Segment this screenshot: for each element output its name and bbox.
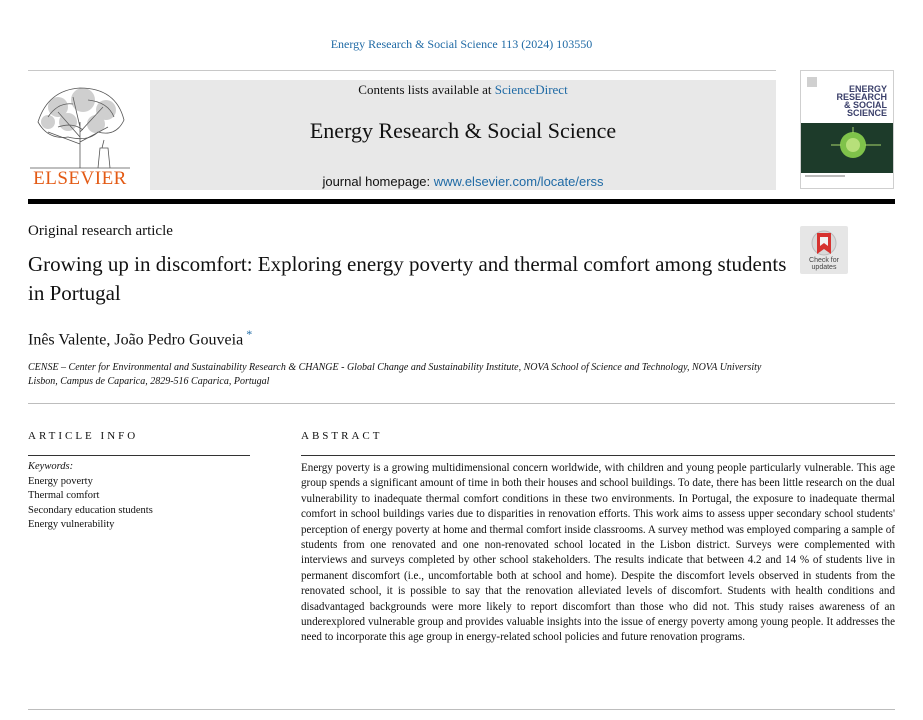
article-title: Growing up in discomfort: Exploring energy poverty and thermal comfort among students in Portugal — [28, 252, 787, 305]
journal-cover[interactable] — [800, 70, 894, 189]
journal-citation[interactable]: Energy Research & Social Science 113 (2024) 103550 — [330, 37, 593, 51]
corresponding-author-mark[interactable]: * — [246, 327, 253, 341]
cover-title-line: SCIENCE — [846, 108, 887, 118]
check-updates-line: Check for — [809, 257, 839, 264]
article-info-heading: ARTICLE INFO — [28, 430, 139, 442]
cover-title-line: RESEARCH — [836, 92, 887, 102]
contents-prefix: Contents lists available at — [358, 82, 495, 97]
elsevier-logo[interactable] — [28, 82, 132, 190]
contents-line — [150, 82, 776, 98]
check-updates-label — [800, 257, 848, 271]
sciencedirect-link[interactable]: ScienceDirect — [494, 82, 568, 97]
author-name[interactable]: João Pedro Gouveia — [114, 331, 244, 349]
abstract-text: Energy poverty is a growing multidimensional concern worldwide, with children and young people particularly vulnerable. This age group spends a significant amount of time in both their houses and school buildings. To date, there has been little research on the dual vulnerability to inadequate thermal comfort conditions in these two environments. In Portugal, the exposure to inadequate thermal comfort in school buildings varies due to disparities in renovation efforts. This work aims to assess upper secondary school students' perception of energy poverty at home and thermal comfort inside classrooms. A survey method was employed comparing a sample of students from one renovated and one non-renovated school located in the Lisbon district. Surveys were complemented with interviews and surveys completed by other school stakeholders. The results indicate that between 4.2 and 14 % of students live in permanent discomfort (i.e., uncomfortable both at school and home). Despite the discomfort levels observed in students from the renovated school, it is possible to say that the renovation alleviated levels of discomfort. Students with health conditions and disadvantaged backgrounds were more likely to report discomfort than those who did not. This study raises awareness of an underexplored vulnerable group and provides valuable insights into the issue of energy poverty among young people. It addresses the need to incorporate this age group in energy-related school policies and future renovation programs. — [301, 462, 895, 644]
check-for-updates-button[interactable] — [800, 226, 848, 274]
keyword-list — [28, 475, 153, 533]
cover-title-line: ENERGY — [848, 84, 887, 94]
journal-banner — [150, 80, 776, 190]
author-list — [28, 327, 252, 349]
abstract-rule — [301, 455, 895, 456]
author-name[interactable]: Inês Valente — [28, 331, 107, 349]
author-separator: , — [106, 331, 115, 349]
keywords-label: Keywords: — [28, 461, 74, 472]
publisher-wordmark: ELSEVIER — [33, 168, 127, 189]
keyword-item: Secondary education students — [28, 504, 153, 516]
masthead-rule — [28, 199, 895, 204]
article-info-rule — [28, 455, 250, 456]
homepage-prefix: journal homepage: — [322, 174, 434, 189]
header-divider — [28, 70, 776, 71]
keyword-item: Energy poverty — [28, 476, 93, 487]
bottom-divider — [28, 709, 895, 710]
article-type: Original research article — [28, 223, 173, 239]
check-updates-line: updates — [811, 264, 837, 271]
journal-title[interactable]: Energy Research & Social Science — [309, 118, 617, 143]
keyword-item: Thermal comfort — [28, 490, 100, 502]
cover-title-line: & SOCIAL — [843, 100, 887, 110]
homepage-line — [150, 174, 776, 189]
keyword-item: Energy vulnerability — [28, 519, 115, 531]
homepage-link[interactable]: www.elsevier.com/locate/erss — [433, 174, 604, 189]
tree-scholar-icon — [28, 82, 132, 170]
section-divider — [28, 403, 895, 404]
abstract-heading: ABSTRACT — [301, 430, 383, 442]
cover-title — [807, 85, 887, 117]
affiliation: CENSE – Center for Environmental and Sustainability Research & CHANGE - Global Change and Sustainability Institute, NOVA School of Science and Technology, NOVA University Lisbon, Campus de Caparica, 2829-516 Caparica, Portugal — [28, 362, 762, 387]
